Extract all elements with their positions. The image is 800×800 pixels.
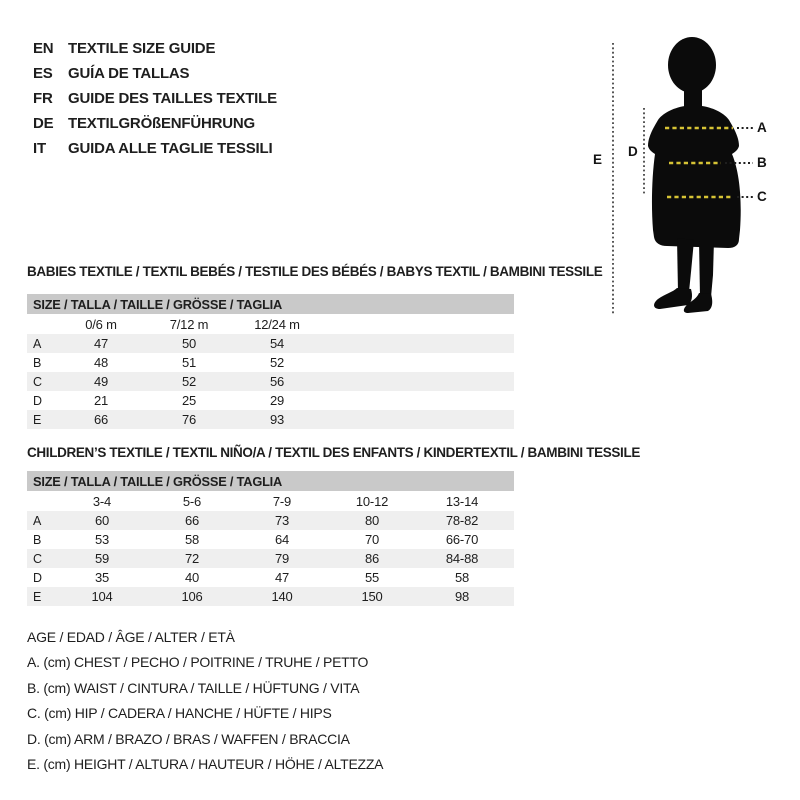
size-value: 150 [361, 589, 383, 604]
silhouette-torso [648, 88, 741, 248]
language-code: DE [33, 115, 54, 132]
size-value: 55 [364, 570, 380, 585]
language-code: IT [33, 140, 46, 157]
language-code: EN [33, 40, 54, 57]
size-value: 50 [181, 336, 197, 351]
child-silhouette [648, 37, 741, 313]
size-value: 47 [93, 336, 109, 351]
size-value: 80 [364, 513, 380, 528]
row-label: E [33, 412, 42, 427]
language-row [33, 61, 277, 86]
column-header: 13-14 [445, 493, 479, 509]
size-value: 53 [94, 532, 110, 547]
size-value: 76 [181, 412, 197, 427]
size-value: 93 [269, 412, 285, 427]
column-header: 7-9 [272, 493, 292, 509]
size-header-bar: SIZE / TALLA / TAILLE / GRÖSSE / TAGLIA [27, 471, 514, 491]
table-row [27, 391, 514, 410]
measure-label-c: C [757, 189, 767, 204]
size-value: 70 [364, 532, 380, 547]
row-label: D [33, 393, 43, 408]
children-section-heading: CHILDREN’S TEXTILE / TEXTIL NIÑO/A / TEXTIL DES ENFANTS / KINDERTEXTIL / BAMBINI TESSILE [27, 445, 641, 460]
size-value: 104 [91, 589, 113, 604]
measurement-legend [27, 625, 383, 777]
legend-line-e: E. (cm) HEIGHT / ALTURA / HAUTEUR / HÖHE / ALTEZZA [27, 756, 384, 773]
measure-label-a: A [757, 120, 767, 135]
row-label: E [33, 589, 42, 604]
size-value: 72 [184, 551, 200, 566]
size-value: 66 [93, 412, 109, 427]
size-value: 64 [274, 532, 290, 547]
size-value: 35 [94, 570, 110, 585]
size-value: 52 [269, 355, 285, 370]
size-value: 59 [94, 551, 110, 566]
measure-label-e: E [593, 152, 603, 167]
language-title: TEXTILGRÖßENFÜHRUNG [68, 115, 256, 132]
measure-label-b: B [757, 155, 767, 170]
language-code: ES [33, 65, 53, 82]
size-value: 40 [184, 570, 200, 585]
silhouette-right-leg [699, 240, 714, 297]
size-value: 86 [364, 551, 380, 566]
measure-label-d: D [628, 144, 638, 159]
row-label: B [33, 355, 42, 370]
row-label: C [33, 551, 43, 566]
legend-line-b: B. (cm) WAIST / CINTURA / TAILLE / HÜFTUNG / VITA [27, 679, 360, 696]
size-header-bar: SIZE / TALLA / TAILLE / GRÖSSE / TAGLIA [27, 294, 514, 314]
language-title: TEXTILE SIZE GUIDE [68, 40, 216, 57]
row-label: A [33, 336, 42, 351]
legend-line-a: A. (cm) CHEST / PECHO / POITRINE / TRUHE / PETTO [27, 654, 369, 671]
babies-size-table [27, 294, 514, 429]
table-row [27, 587, 514, 606]
table-row [27, 549, 514, 568]
row-label: C [33, 374, 43, 389]
table-row [27, 511, 514, 530]
row-label: A [33, 513, 42, 528]
column-header: 7/12 m [169, 316, 209, 332]
size-value: 58 [454, 570, 470, 585]
size-value: 98 [454, 589, 470, 604]
language-title: GUIDA ALLE TAGLIE TESSILI [68, 140, 273, 157]
language-title: GUÍA DE TALLAS [68, 65, 190, 82]
size-value: 84-88 [445, 551, 479, 566]
silhouette-left-leg [677, 238, 694, 292]
table-row [27, 372, 514, 391]
language-row [33, 111, 277, 136]
size-value: 25 [181, 393, 197, 408]
size-value: 54 [269, 336, 285, 351]
size-value: 51 [181, 355, 197, 370]
table-row [27, 530, 514, 549]
language-code: FR [33, 90, 53, 107]
legend-line-c: C. (cm) HIP / CADERA / HANCHE / HÜFTE / HIPS [27, 705, 332, 722]
row-label: B [33, 532, 42, 547]
column-header: 0/6 m [85, 316, 117, 332]
size-value: 56 [269, 374, 285, 389]
column-header-row [27, 314, 514, 334]
legend-line-age: AGE / EDAD / ÂGE / ALTER / ETÀ [27, 629, 235, 645]
babies-section-heading: BABIES TEXTILE / TEXTIL BEBÉS / TESTILE DES BÉBÉS / BABYS TEXTIL / BAMBINI TESSILE [27, 264, 603, 279]
table-row [27, 353, 514, 372]
size-value: 47 [274, 570, 290, 585]
child-silhouette-figure [585, 30, 785, 325]
size-value: 49 [93, 374, 109, 389]
size-value: 140 [271, 589, 293, 604]
size-value: 48 [93, 355, 109, 370]
column-header-row [27, 491, 514, 511]
children-size-table [27, 471, 514, 606]
size-value: 21 [93, 393, 109, 408]
size-value: 106 [181, 589, 203, 604]
language-title: GUIDE DES TAILLES TEXTILE [68, 90, 277, 107]
column-header: 5-6 [182, 493, 202, 509]
size-value: 73 [274, 513, 290, 528]
column-header: 3-4 [92, 493, 112, 509]
language-title-list [33, 36, 277, 161]
row-label: D [33, 570, 43, 585]
size-value: 58 [184, 532, 200, 547]
size-value: 29 [269, 393, 285, 408]
language-row [33, 136, 277, 161]
column-header: 12/24 m [254, 316, 300, 332]
legend-line-d: D. (cm) ARM / BRAZO / BRAS / WAFFEN / BRACCIA [27, 730, 350, 747]
size-value: 78-82 [445, 513, 479, 528]
table-row [27, 410, 514, 429]
size-value: 79 [274, 551, 290, 566]
table-row [27, 568, 514, 587]
size-value: 52 [181, 374, 197, 389]
size-value: 66-70 [445, 532, 479, 547]
language-row [33, 36, 277, 61]
language-row [33, 86, 277, 111]
table-row [27, 334, 514, 353]
column-header: 10-12 [355, 493, 389, 509]
size-value: 66 [184, 513, 200, 528]
size-value: 60 [94, 513, 110, 528]
